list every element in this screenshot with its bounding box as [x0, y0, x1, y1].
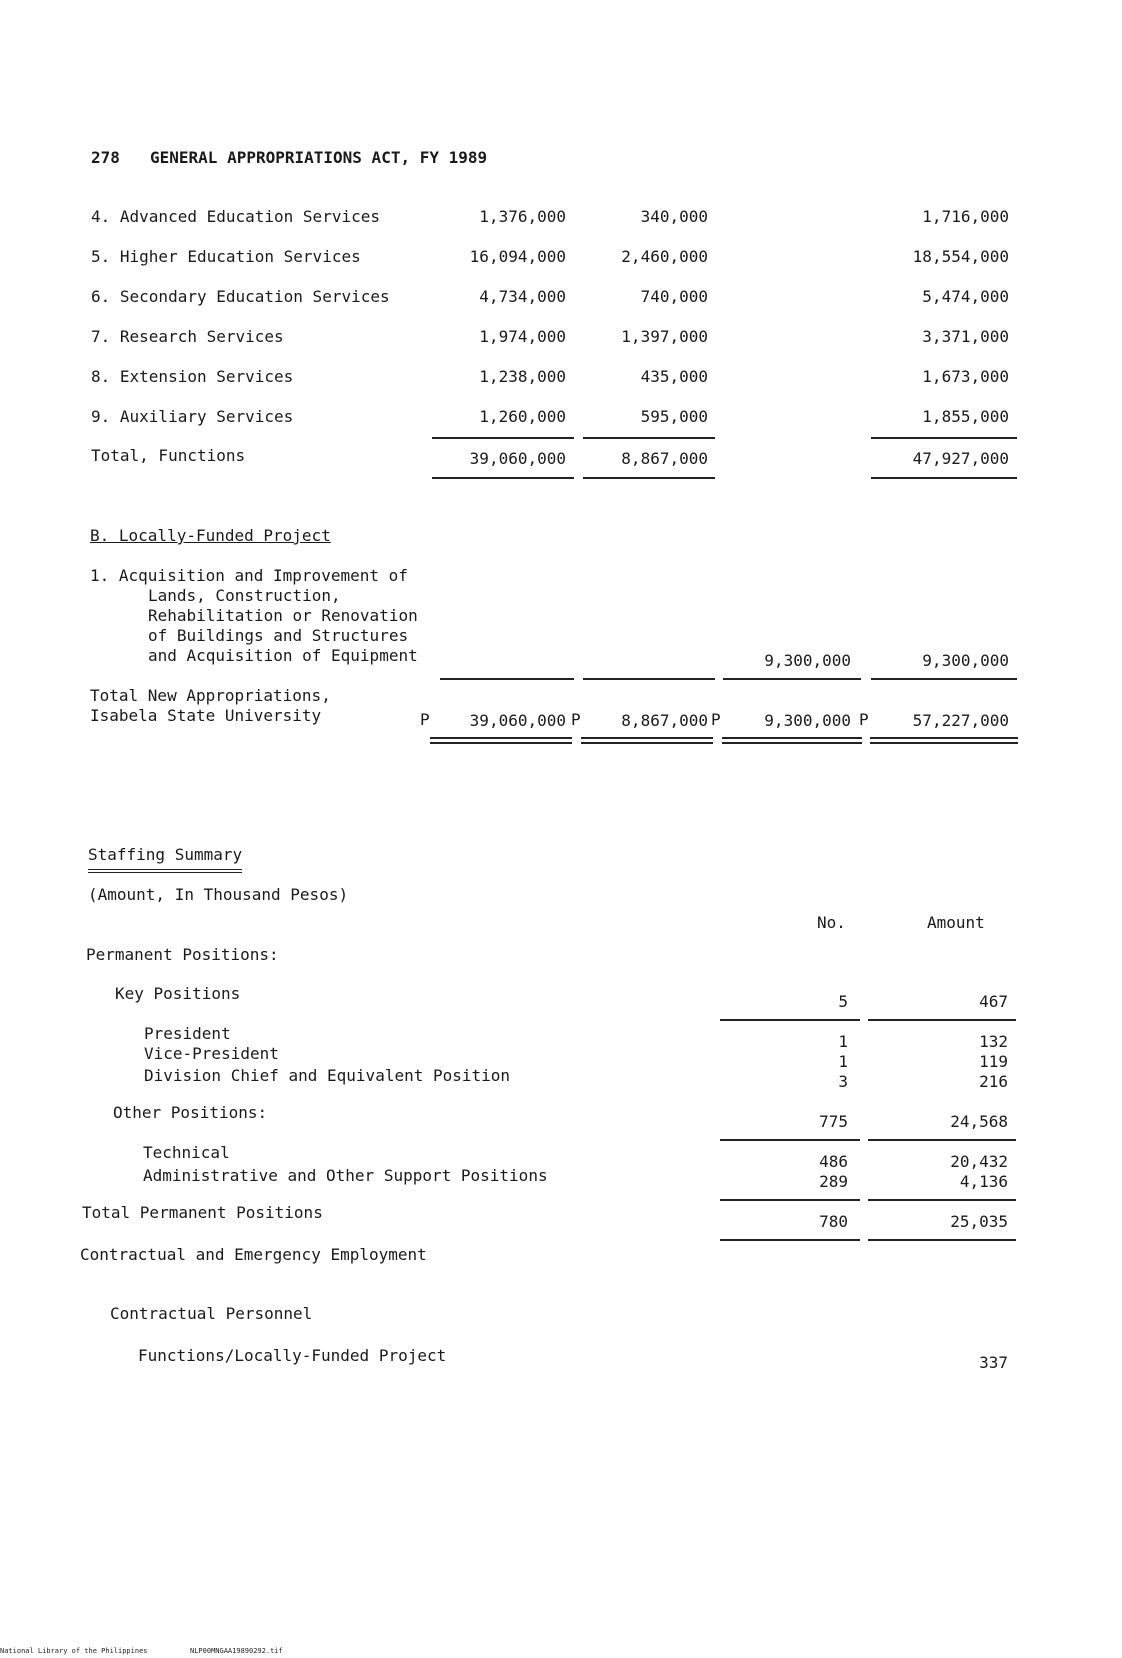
col-amount-header: Amount — [927, 913, 985, 932]
contractual-label: Contractual and Emergency Employment — [80, 1245, 427, 1264]
peso-sign: P — [711, 710, 721, 729]
mooe-value: 595,000 — [640, 407, 708, 426]
page-title: GENERAL APPROPRIATIONS ACT, FY 1989 — [150, 148, 488, 167]
grand-total-label: Isabela State University — [90, 706, 322, 725]
staff-amount: 24,568 — [950, 1112, 1008, 1131]
staff-amount: 20,432 — [950, 1152, 1008, 1171]
staff-no: 5 — [838, 992, 848, 1011]
mooe-value: 435,000 — [640, 367, 708, 386]
rule — [432, 437, 574, 439]
staff-amount: 337 — [979, 1353, 1008, 1372]
ps-value: 4,734,000 — [479, 287, 566, 306]
total-value: 1,855,000 — [922, 407, 1009, 426]
mooe-value: 8,867,000 — [621, 711, 708, 730]
rule — [440, 678, 574, 680]
staff-label: Division Chief and Equivalent Position — [144, 1066, 511, 1085]
staff-amount: 216 — [979, 1072, 1008, 1091]
mooe-value: 2,460,000 — [621, 247, 708, 266]
peso-sign: P — [420, 710, 430, 729]
rule — [868, 1239, 1016, 1241]
rule — [868, 1199, 1016, 1201]
col-no-header: No. — [817, 913, 846, 932]
function-label: 5. Higher Education Services — [91, 247, 361, 266]
staff-no: 486 — [819, 1152, 848, 1171]
total-functions-label: Total, Functions — [91, 446, 246, 465]
project-item-line: of Buildings and Structures — [148, 626, 409, 645]
staff-label: Other Positions: — [113, 1103, 268, 1122]
rule — [871, 477, 1017, 479]
project-item-line: Lands, Construction, — [148, 586, 341, 605]
rule — [720, 1019, 860, 1021]
total-value: 47,927,000 — [912, 449, 1009, 468]
staff-no: 289 — [819, 1172, 848, 1191]
mooe-value: 8,867,000 — [621, 449, 708, 468]
staff-amount: 132 — [979, 1032, 1008, 1051]
ps-value: 16,094,000 — [469, 247, 566, 266]
staff-no: 1 — [838, 1032, 848, 1051]
co-value: 9,300,000 — [764, 711, 851, 730]
total-value: 5,474,000 — [922, 287, 1009, 306]
staff-amount: 25,035 — [950, 1212, 1008, 1231]
function-label: 8. Extension Services — [91, 367, 294, 386]
staff-no: 780 — [819, 1212, 848, 1231]
staff-label: Functions/Locally-Funded Project — [138, 1346, 447, 1365]
ps-value: 39,060,000 — [469, 711, 566, 730]
rule — [583, 678, 715, 680]
rule — [583, 477, 715, 479]
function-label: 4. Advanced Education Services — [91, 207, 380, 226]
staff-label: Key Positions — [115, 984, 241, 1003]
staff-label: Total Permanent Positions — [82, 1203, 323, 1222]
rule — [871, 678, 1017, 680]
staff-label: President — [144, 1024, 231, 1043]
total-value: 18,554,000 — [912, 247, 1009, 266]
rule — [720, 1199, 860, 1201]
section-heading: B. Locally-Funded Project — [90, 526, 331, 545]
staff-no: 3 — [838, 1072, 848, 1091]
staff-amount: 467 — [979, 992, 1008, 1011]
rule — [583, 437, 715, 439]
unit-note: (Amount, In Thousand Pesos) — [88, 885, 349, 904]
footer-file: NLP00MNGAA19890292.tif — [190, 1647, 283, 1655]
peso-sign: P — [571, 710, 581, 729]
grand-total-label: Total New Appropriations, — [90, 686, 331, 705]
project-item-line: Rehabilitation or Renovation — [148, 606, 418, 625]
rule — [723, 678, 861, 680]
rule — [720, 1239, 860, 1241]
contractual-personnel-label: Contractual Personnel — [110, 1304, 313, 1323]
project-item-line: 1. Acquisition and Improvement of — [90, 566, 408, 585]
rule — [432, 477, 574, 479]
ps-value: 39,060,000 — [469, 449, 566, 468]
peso-sign: P — [859, 710, 869, 729]
ps-value: 1,238,000 — [479, 367, 566, 386]
staff-label: Administrative and Other Support Positions — [143, 1166, 548, 1185]
co-value: 9,300,000 — [764, 651, 851, 670]
staff-amount: 4,136 — [959, 1172, 1008, 1191]
double-rule — [88, 869, 242, 873]
total-value: 57,227,000 — [912, 711, 1009, 730]
staff-label: Vice-President — [144, 1044, 279, 1063]
staff-amount: 119 — [979, 1052, 1008, 1071]
staff-label: Technical — [143, 1143, 230, 1162]
double-rule — [722, 737, 862, 744]
mooe-value: 1,397,000 — [621, 327, 708, 346]
total-value: 1,716,000 — [922, 207, 1009, 226]
double-rule — [581, 737, 713, 744]
rule — [720, 1139, 860, 1141]
ps-value: 1,974,000 — [479, 327, 566, 346]
total-value: 9,300,000 — [922, 651, 1009, 670]
mooe-value: 340,000 — [640, 207, 708, 226]
total-value: 1,673,000 — [922, 367, 1009, 386]
double-rule — [870, 737, 1018, 744]
rule — [868, 1019, 1016, 1021]
project-item-line: and Acquisition of Equipment — [148, 646, 418, 665]
permanent-label: Permanent Positions: — [86, 945, 279, 964]
staffing-heading: Staffing Summary — [88, 845, 243, 864]
function-label: 7. Research Services — [91, 327, 284, 346]
ps-value: 1,260,000 — [479, 407, 566, 426]
staff-no: 775 — [819, 1112, 848, 1131]
rule — [868, 1139, 1016, 1141]
mooe-value: 740,000 — [640, 287, 708, 306]
ps-value: 1,376,000 — [479, 207, 566, 226]
double-rule — [430, 737, 572, 744]
total-value: 3,371,000 — [922, 327, 1009, 346]
page-number: 278 — [91, 148, 120, 167]
rule — [871, 437, 1017, 439]
footer-library: National Library of the Philippines — [0, 1647, 148, 1655]
function-label: 9. Auxiliary Services — [91, 407, 294, 426]
staff-no: 1 — [838, 1052, 848, 1071]
function-label: 6. Secondary Education Services — [91, 287, 390, 306]
